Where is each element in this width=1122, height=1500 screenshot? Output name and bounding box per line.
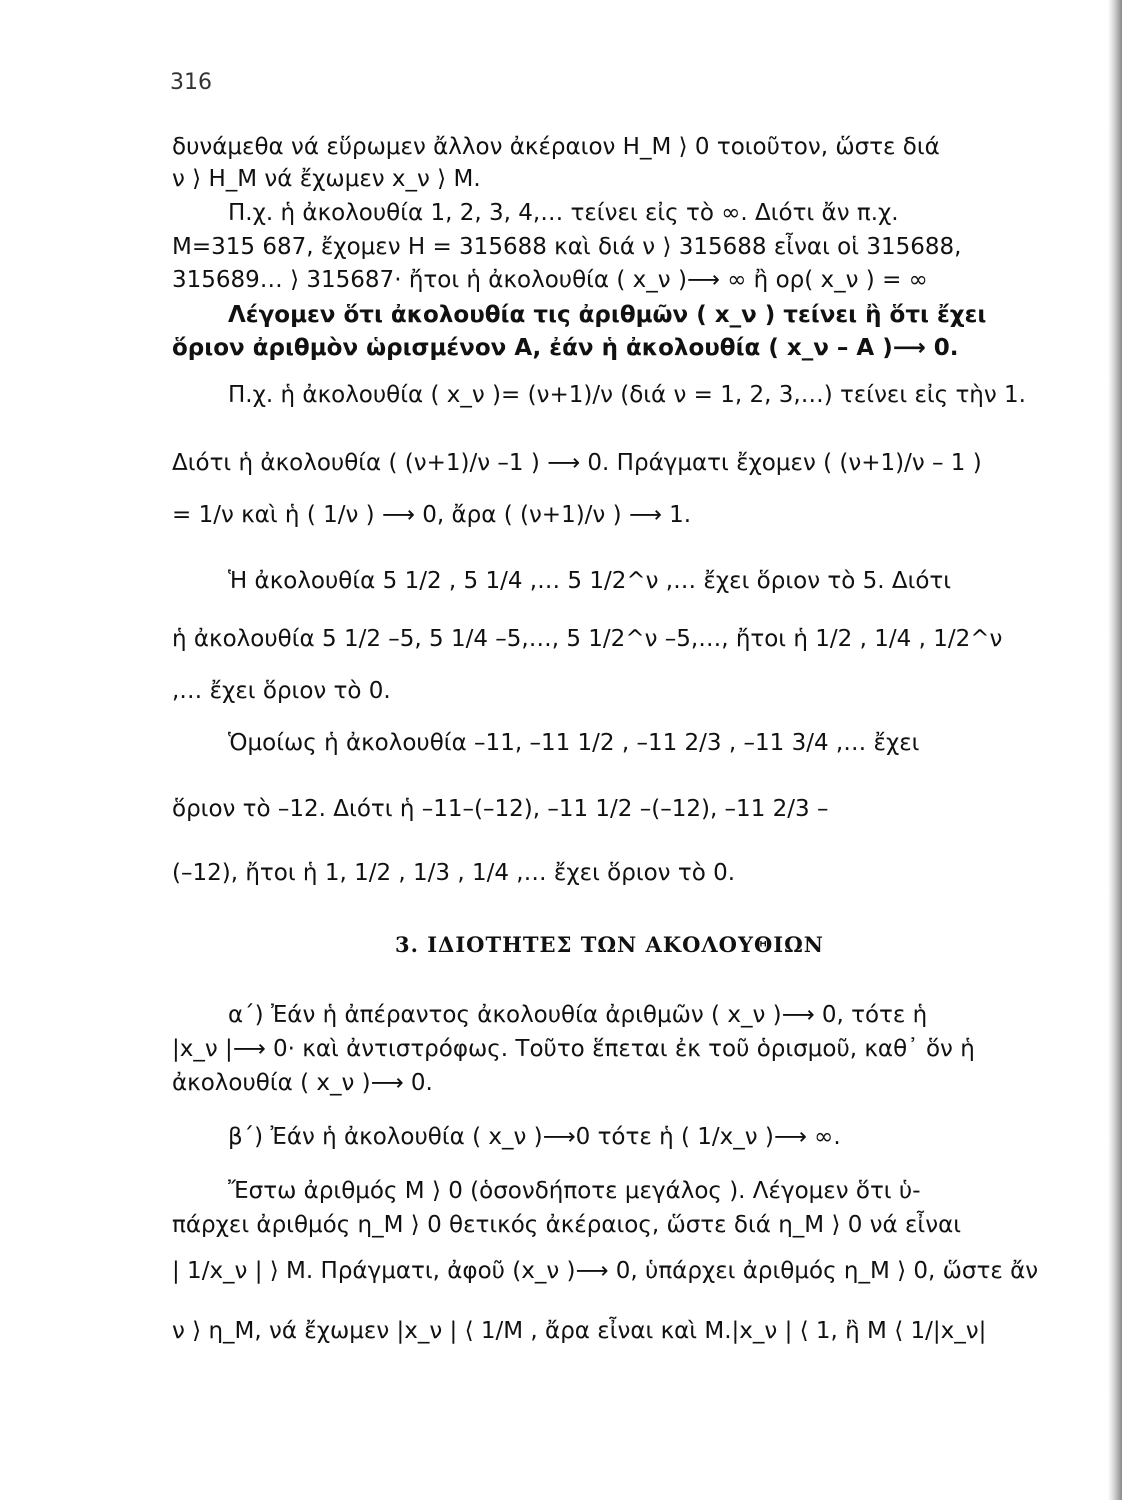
section-heading: 3. ΙΔΙΟΤΗΤΕΣ ΤΩΝ ΑΚΟΛΟΥΘΙΩΝ (395, 932, 824, 957)
page-number: 316 (170, 70, 212, 95)
text-line: 315689… ⟩ 315687· ἤτοι ἡ ἀκολουθία ( x_ν )⟶ ∞ ἢ ορ( x_ν ) = ∞ (172, 267, 928, 293)
text-line: Π.χ. ἡ ἀκολουθία ( x_ν )= (ν+1)/ν (διά ν = 1, 2, 3,…) τείνει εἰς τὴν 1. (228, 382, 1026, 408)
definition-line: ὅριον ἀριθμὸν ὡρισμένον A, ἐάν ἡ ἀκολουθία ( x_ν – A )⟶ 0. (172, 335, 959, 361)
page-edge-shadow (1108, 0, 1122, 1500)
text-line: Ὁμοίως ἡ ἀκολουθία –11, –11 1/2 , –11 2/3 , –11 3/4 ,… ἔχει (228, 730, 920, 756)
text-line: M=315 687, ἔχομεν H = 315688 καὶ διά ν ⟩ 315688 εἶναι οἱ 315688, (172, 234, 962, 260)
text-line: ἡ ἀκολουθία 5 1/2 –5, 5 1/4 –5,…, 5 1/2^ν –5,…, ἤτοι ἡ 1/2 , 1/4 , 1/2^ν (172, 626, 1003, 652)
text-line: (–12), ἤτοι ἡ 1, 1/2 , 1/3 , 1/4 ,… ἔχει ὅριον τὸ 0. (172, 860, 736, 886)
text-line: ,… ἔχει ὅριον τὸ 0. (172, 678, 391, 704)
text-line: ν ⟩ H_M νά ἔχωμεν x_ν ⟩ M. (172, 166, 481, 192)
text-line: πάρχει ἀριθμός η_M ⟩ 0 θετικός ἀκέραιος, ὥστε διά η_M ⟩ 0 νά εἶναι (172, 1212, 962, 1238)
text-line: Ἔστω ἀριθμός M ⟩ 0 (ὁσονδήποτε μεγάλος ). Λέγομεν ὅτι ὑ- (228, 1178, 921, 1204)
definition-line: Λέγομεν ὅτι ἀκολουθία τις ἀριθμῶν ( x_ν ) τείνει ἢ ὅτι ἔχει (228, 302, 987, 328)
text-line: | 1/x_ν | ⟩ M. Πράγματι, ἀφοῦ (x_ν )⟶ 0, ὑπάρχει ἀριθμός η_M ⟩ 0, ὥστε ἄν (172, 1258, 1039, 1284)
text-line: ἀκολουθία ( x_ν )⟶ 0. (172, 1070, 433, 1096)
text-line: = 1/ν καὶ ἡ ( 1/ν ) ⟶ 0, ἄρα ( (ν+1)/ν ) ⟶ 1. (172, 502, 692, 528)
text-line: Ἡ ἀκολουθία 5 1/2 , 5 1/4 ,… 5 1/2^ν ,… ἔχει ὅριον τὸ 5. Διότι (228, 568, 952, 594)
text-line: ν ⟩ η_M, νά ἔχωμεν |x_ν | ⟨ 1/M , ἄρα εἶναι καὶ M.|x_ν | ⟨ 1, ἢ M ⟨ 1/|x_ν| (172, 1318, 987, 1344)
text-line: Π.χ. ἡ ἀκολουθία 1, 2, 3, 4,… τείνει εἰς τὸ ∞. Διότι ἄν π.χ. (228, 200, 899, 226)
text-line: ὅριον τὸ –12. Διότι ἡ –11–(–12), –11 1/2 –(–12), –11 2/3 – (172, 796, 829, 822)
text-line: α΄) Ἐάν ἡ ἀπέραντος ἀκολουθία ἀριθμῶν ( x_ν )⟶ 0, τότε ἡ (228, 1002, 928, 1028)
text-line: Διότι ἡ ἀκολουθία ( (ν+1)/ν –1 ) ⟶ 0. Πράγματι ἔχομεν ( (ν+1)/ν – 1 ) (172, 450, 982, 476)
text-line: β΄) Ἐάν ἡ ἀκολουθία ( x_ν )⟶0 τότε ἡ ( 1/x_ν )⟶ ∞. (228, 1124, 841, 1150)
text-line: δυνάμεθα νά εὕρωμεν ἄλλον ἀκέραιον H_M ⟩ 0 τοιοῦτον, ὥστε διά (172, 134, 940, 160)
text-line: |x_ν |⟶ 0· καὶ ἀντιστρόφως. Τοῦτο ἕπεται ἐκ τοῦ ὁρισμοῦ, καθ᾽ ὅν ἡ (172, 1036, 975, 1062)
